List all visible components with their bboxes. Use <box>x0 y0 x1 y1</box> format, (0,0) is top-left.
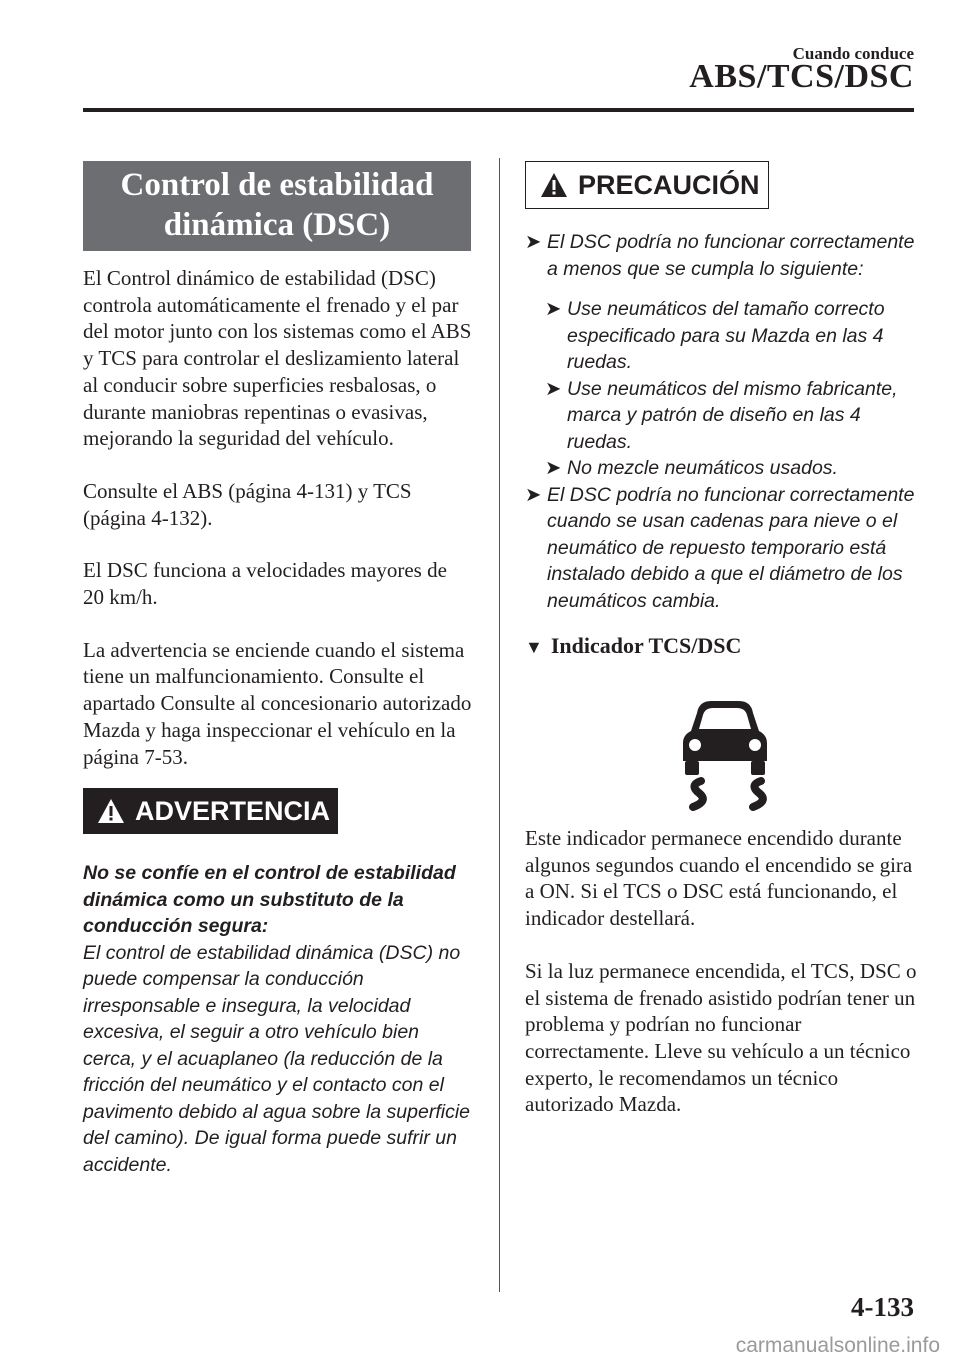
page-number: 4-133 <box>851 1292 914 1322</box>
intro-paragraph: El Control dinámico de estabilidad (DSC) controla automáticamente el frenado y el par del motor junto con los sistemas como el ABS y TCS para controlar el deslizamiento lateral al conducir sobre superficies resbalosas, o durante maniobras repentinas o evasivas, mejorando la seguridad del vehículo. <box>83 266 472 451</box>
bullet-arrow-icon: ➤ <box>545 298 562 320</box>
indicator-paragraph-1: Este indicador permanece encendido durante algunos segundos cuando el encendido se gira a ON. Si el TCS o DSC está funcionando, el indicador destellará. <box>525 826 913 931</box>
section-title <box>83 161 471 251</box>
section-title-line1: Control de estabilidad <box>120 167 434 203</box>
bullet-arrow-icon: ➤ <box>545 457 562 479</box>
bullet-arrow-icon: ➤ <box>545 377 562 400</box>
tcs-dsc-skid-car-icon <box>675 691 775 811</box>
warning-label: ADVERTENCIA <box>135 795 331 826</box>
triangle-down-icon: ▼ <box>525 637 543 657</box>
warning-triangle-icon <box>97 798 125 824</box>
caution-triangle-icon <box>540 172 568 198</box>
header-rule <box>83 108 914 112</box>
caution-sub-bullet-1: ➤ Use neumáticos del tamaño correcto especificado para su Mazda en las 4 ruedas. <box>545 298 885 373</box>
warning-body-text: El control de estabilidad dinámica (DSC) no puede compensar la conducción irresponsable e insegura, la velocidad excesiva, el seguir a otro vehículo bien cerca, y el acuaplaneo (la reducción de la fricción del neumático y el contacto con el pavimento debido al agua sobre la superficie del camino). De igual forma puede sufrir un accidente. <box>83 941 471 1176</box>
caution-label: PRECAUCIÓN <box>578 169 760 200</box>
speed-paragraph: El DSC funciona a velocidades mayores de 20 km/h. <box>83 558 447 610</box>
caution-bullet-1: ➤ El DSC podría no funcionar correctamente a menos que se cumpla lo siguiente: <box>525 231 915 280</box>
caution-sub-bullet-3: ➤ No mezcle neumáticos usados. <box>545 455 920 482</box>
warning-bold-text: No se confíe en el control de estabilidad dinámica como un substituto de la conducción segura: <box>83 862 456 938</box>
left-column <box>83 161 473 1178</box>
malfunction-paragraph: La advertencia se enciende cuando el sistema tiene un malfuncionamiento. Consulte el apartado Consulte al concesionario autorizado Mazda y haga inspeccionar el vehículo en la página 7-53. <box>83 637 472 769</box>
section-title-line2: dinámica (DSC) <box>163 207 391 243</box>
bullet-arrow-icon: ➤ <box>525 231 542 253</box>
header-section: Cuando conduce <box>792 44 914 63</box>
watermark: carmanualsonline.info <box>735 1334 940 1357</box>
indicator-heading: ▼ Indicador TCS/DSC <box>525 633 742 658</box>
header-chapter: ABS/TCS/DSC <box>689 58 914 95</box>
right-column <box>525 161 920 1118</box>
caution-sub-bullet-2: ➤ Use neumáticos del mismo fabricante, marca y patrón de diseño en las 4 ruedas. <box>545 377 898 453</box>
bullet-arrow-icon: ➤ <box>525 483 542 506</box>
caution-bullet-2: ➤ El DSC podría no funcionar correctamente cuando se usan cadenas para nieve o el neumático de repuesto temporario está instalado debido a que el diámetro de los neumáticos cambia. <box>525 483 915 612</box>
indicator-paragraph-2: Si la luz permanece encendida, el TCS, DSC o el sistema de frenado asistido podrían tener un problema y podrían no funcionar correctamente. Lleve su vehículo a un técnico experto, le recomendamos un técnico autorizado Mazda. <box>525 958 917 1117</box>
warning-banner <box>83 788 338 834</box>
reference-paragraph: Consulte el ABS (página 4-131) y TCS (página 4-132). <box>83 478 412 530</box>
caution-banner <box>525 161 769 209</box>
column-divider <box>499 158 500 1292</box>
